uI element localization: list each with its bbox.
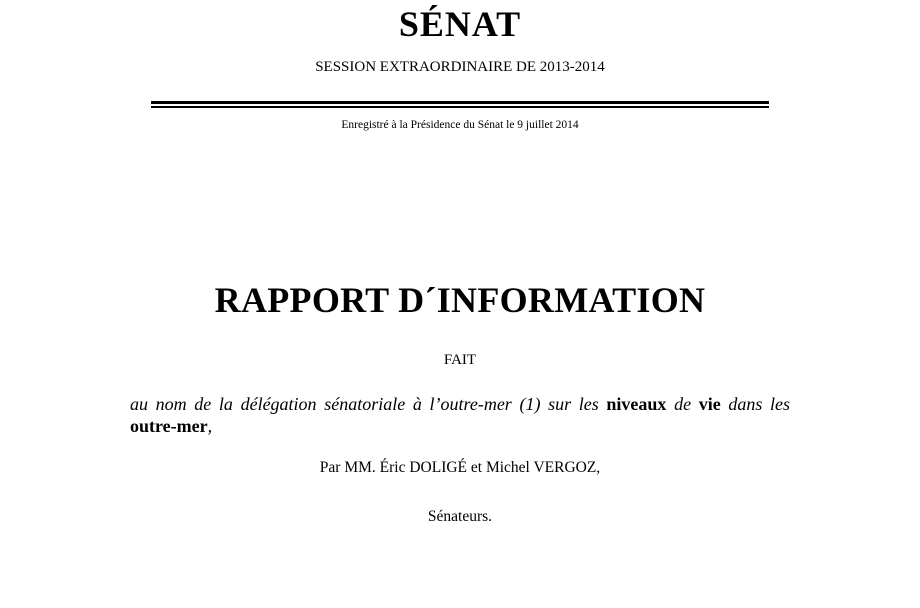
subject-bold-vie: vie: [698, 394, 721, 414]
subject-bold-niveaux: niveaux: [606, 394, 667, 414]
fait-label: FAIT: [443, 352, 477, 368]
report-subject: [130, 393, 790, 437]
authors-role: Sénateurs.: [427, 508, 493, 525]
subject-text-3: dans les: [720, 394, 791, 414]
authors-line: Par MM. Éric DOLIGÉ et Michel VERGOZ,: [319, 459, 601, 476]
subject-bold-outre-mer: outre-mer: [130, 416, 208, 436]
session-line: SESSION EXTRAORDINAIRE DE 2013-2014: [315, 59, 605, 75]
subject-text-2: de: [666, 394, 699, 414]
registration-date-line: Enregistré à la Présidence du Sénat le 9 juillet 2014: [341, 119, 579, 131]
header-rule-thin: [151, 106, 769, 108]
institution-title: SÉNAT: [398, 4, 522, 44]
report-title: RAPPORT D´INFORMATION: [214, 280, 706, 320]
subject-text-1: au nom de la délégation sénatoriale à l’outre-mer (1) sur les: [130, 394, 607, 414]
subject-text-4: ,: [207, 416, 213, 436]
header-rule-thick: [151, 101, 769, 104]
